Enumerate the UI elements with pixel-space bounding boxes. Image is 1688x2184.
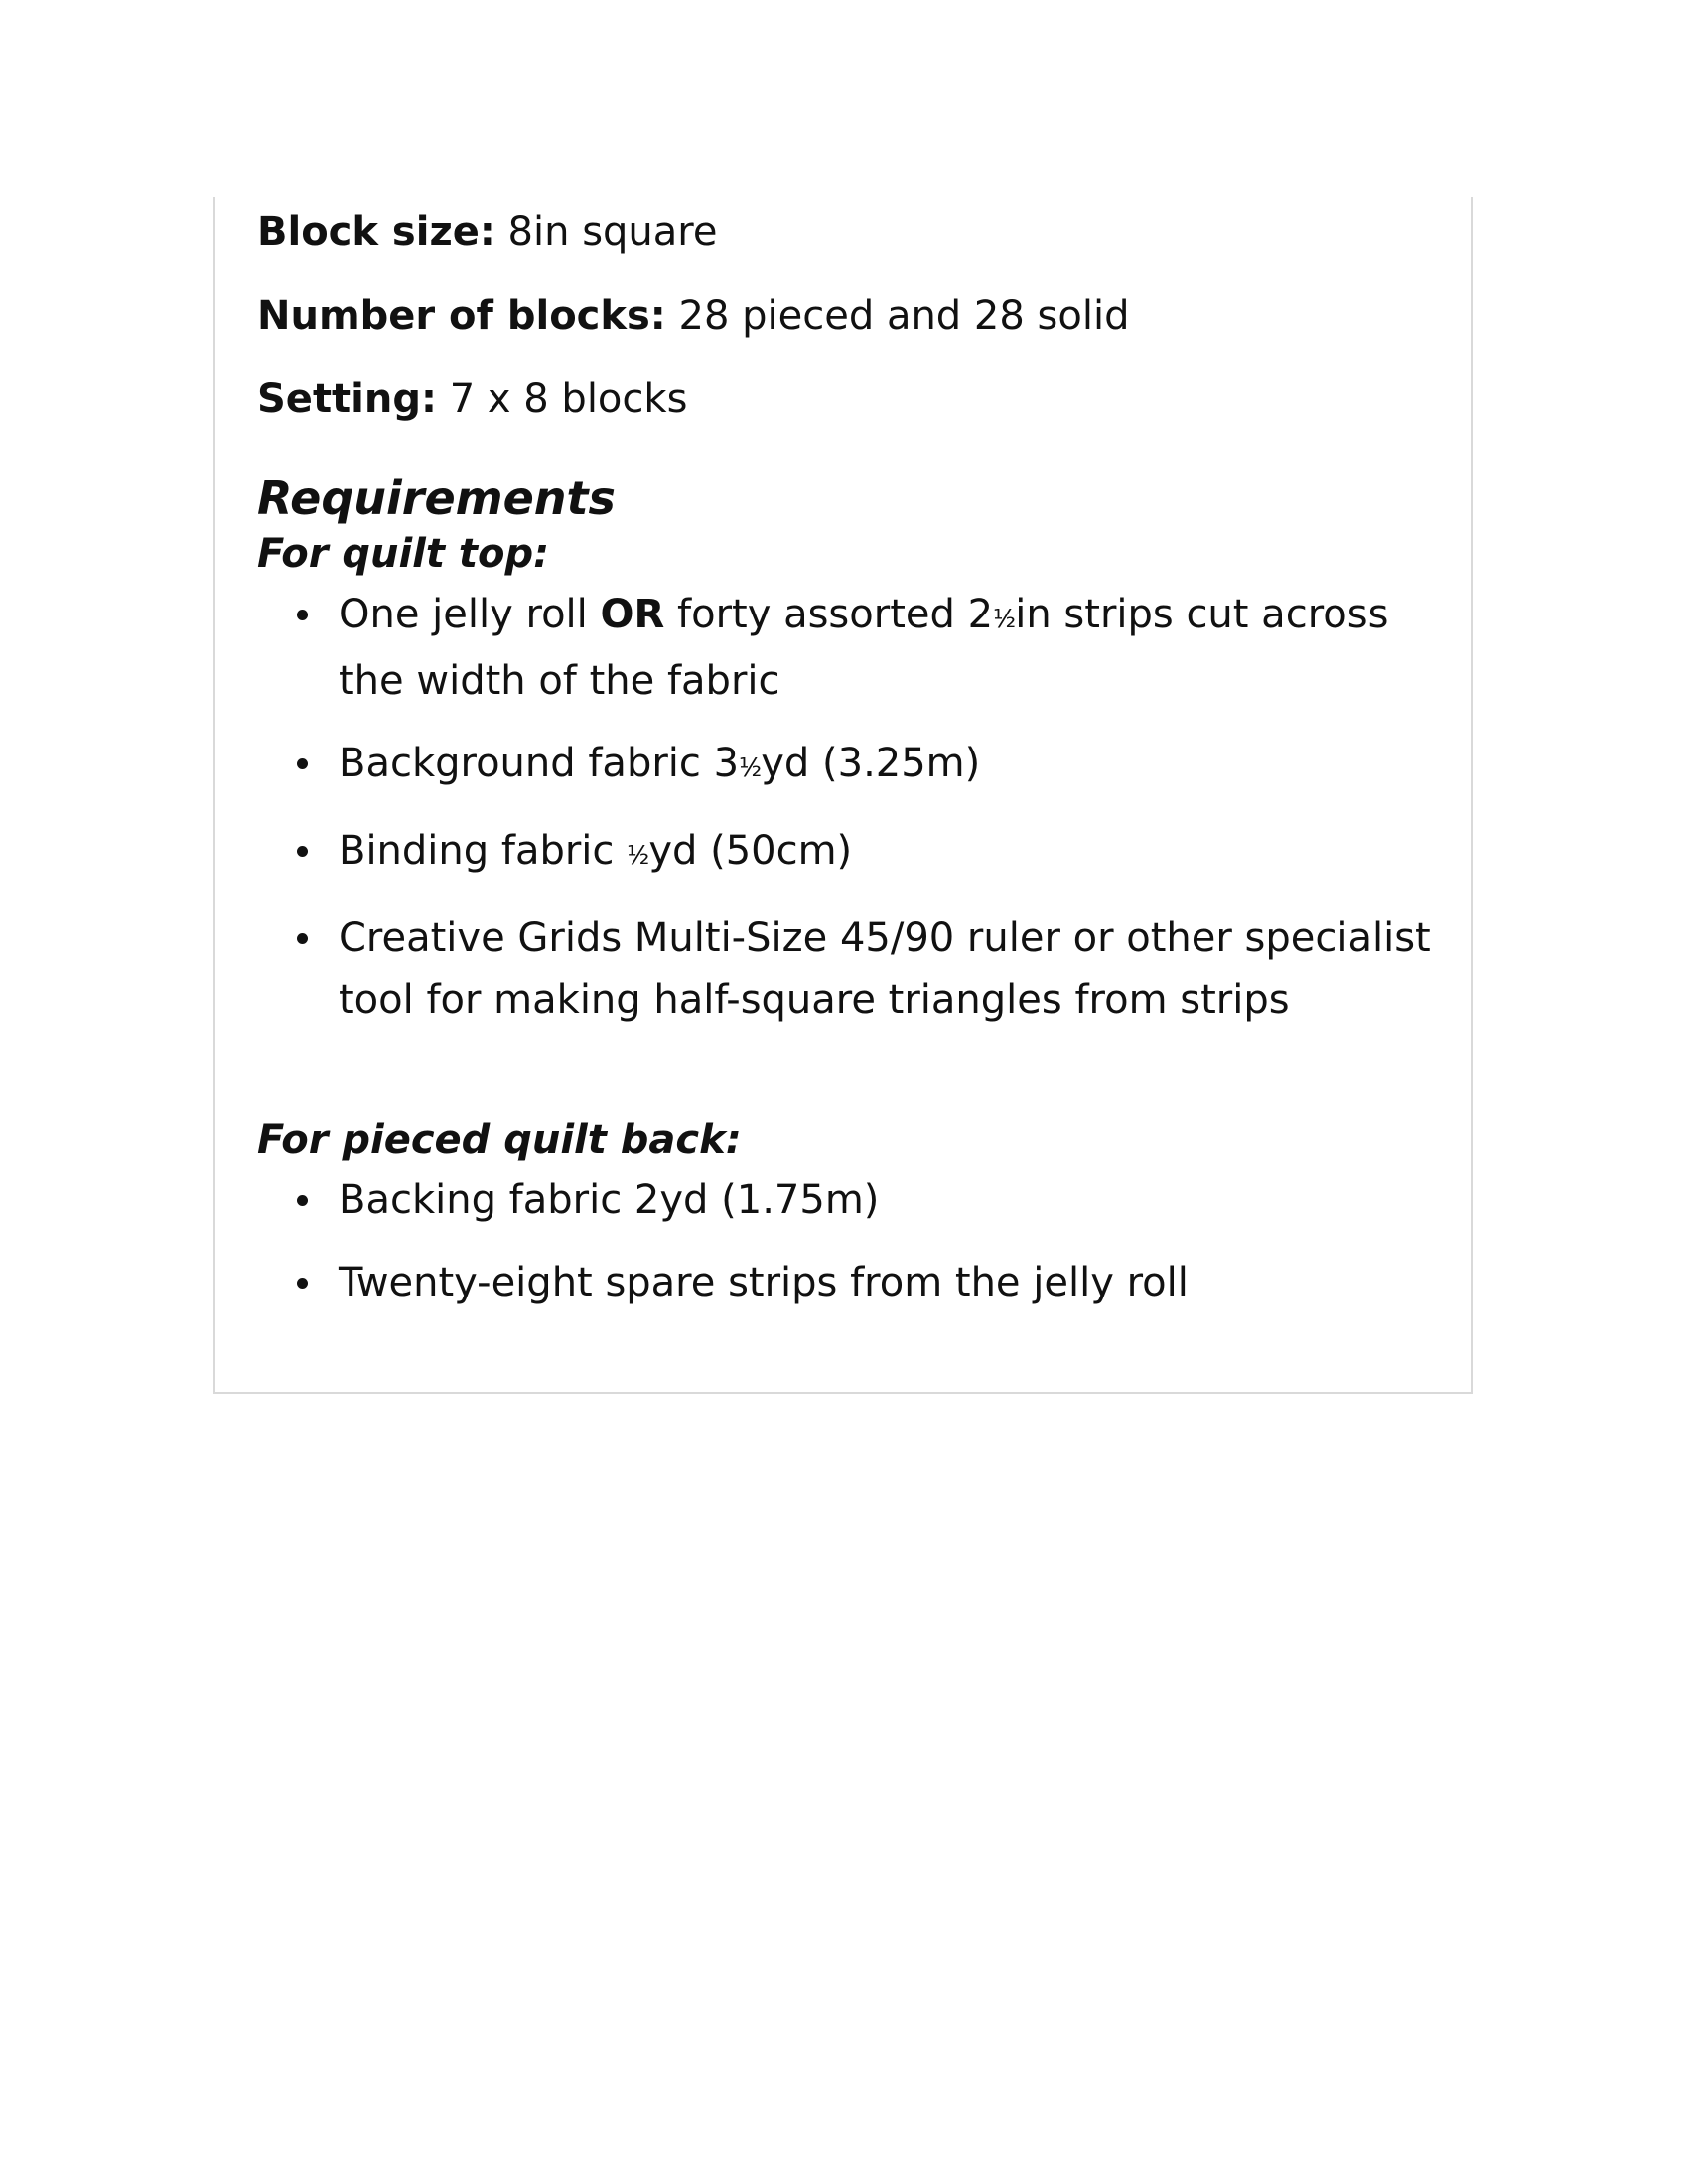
item-text: forty assorted 2 <box>664 592 994 637</box>
content-panel <box>213 197 1473 1394</box>
item-text: Backing fabric 2yd (1.75m) <box>339 1177 880 1223</box>
list-item <box>257 907 1439 1030</box>
bullet-icon <box>297 610 308 620</box>
quilt-top-list <box>257 584 1439 1051</box>
setting-line <box>257 371 687 427</box>
quilt-top-heading: For quilt top: <box>257 531 550 577</box>
item-emphasis: OR <box>600 592 665 637</box>
item-text: Background fabric 3 <box>339 741 740 786</box>
list-item <box>257 820 1439 887</box>
bullet-icon <box>297 1278 308 1289</box>
quilt-back-heading: For pieced quilt back: <box>257 1117 742 1162</box>
item-text: One jelly roll <box>339 592 601 637</box>
item-text: yd (3.25m) <box>761 741 981 786</box>
list-item <box>257 584 1439 712</box>
setting-value: 7 x 8 blocks <box>437 376 688 422</box>
list-item <box>257 1169 1439 1231</box>
number-of-blocks-value: 28 pieced and 28 solid <box>665 293 1130 339</box>
fraction: ¹⁄₂ <box>739 753 762 783</box>
block-size-value: 8in square <box>494 209 718 255</box>
bullet-icon <box>297 758 308 769</box>
list-item <box>257 1252 1439 1313</box>
item-text: Binding fabric <box>339 828 628 874</box>
number-of-blocks-line <box>257 288 1129 343</box>
quilt-back-list <box>257 1169 1439 1334</box>
item-text: in strips cut across the width of the fabric <box>339 592 1389 704</box>
bullet-icon <box>297 846 308 857</box>
fraction: ¹⁄₂ <box>627 841 649 871</box>
fraction: ¹⁄₂ <box>993 605 1016 634</box>
item-text: yd (50cm) <box>648 828 853 874</box>
block-size-label: Block size: <box>257 209 495 255</box>
requirements-heading: Requirements <box>257 472 616 525</box>
bullet-icon <box>297 933 308 944</box>
setting-label: Setting: <box>257 376 437 422</box>
item-text: Creative Grids Multi-Size 45/90 ruler or other specialist tool for making half-square triangles from strips <box>339 915 1431 1023</box>
number-of-blocks-label: Number of blocks: <box>257 293 666 339</box>
item-text: Twenty-eight spare strips from the jelly roll <box>339 1260 1189 1305</box>
block-size-line <box>257 205 717 260</box>
bullet-icon <box>297 1195 308 1206</box>
list-item <box>257 733 1439 799</box>
